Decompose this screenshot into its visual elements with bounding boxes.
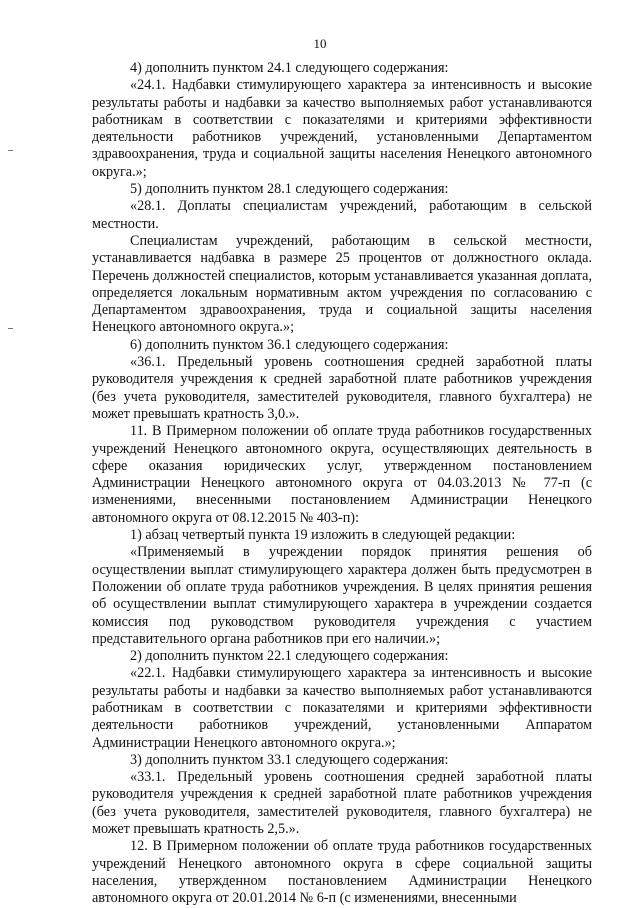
paragraph: 5) дополнить пунктом 28.1 следующего содержания: [130, 181, 449, 198]
paragraph: 4) дополнить пунктом 24.1 следующего содержания: [130, 60, 449, 76]
margin-mark [8, 328, 13, 329]
paragraph: «24.1. Надбавки стимулирующего характера за интенсивность и высокие результаты работы и надбавки за качество выполняемых работ устанавливаются работникам в соответствии с показателями и критериями эффективности деятельности работников учреждений, установленными Департаментом здравоохранения, труда и социальной защиты населения Ненецкого автономного округа.»; [92, 77, 592, 180]
paragraph: 2) дополнить пунктом 22.1 следующего содержания: [130, 648, 449, 665]
document-body [92, 60, 592, 908]
paragraph: «33.1. Предельный уровень соотношения средней заработной платы руководителя учреждения к средней заработной плате работников учреждения (без учета руководителя, заместителей руководителя, главного бухгалтера) не может превышать кратность 2,5.». [92, 769, 592, 838]
paragraph: «28.1. Доплаты специалистам учреждений, работающим в сельской местности. [92, 198, 592, 232]
margin-mark [8, 150, 13, 151]
paragraph: «22.1. Надбавки стимулирующего характера за интенсивность и высокие результаты работы и надбавки за качество выполняемых работ устанавливаются работникам в соответствии с показателями и критериями эффективности деятельности работников учреждений, установленными Аппаратом Администрации Ненецкого автономного округа.»; [92, 665, 592, 751]
paragraph: 6) дополнить пунктом 36.1 следующего содержания: [130, 336, 449, 353]
paragraph: 3) дополнить пунктом 33.1 следующего содержания: [130, 751, 449, 768]
page-number: 10 [313, 36, 327, 51]
paragraph: 1) абзац четвертый пункта 19 изложить в следующей редакции: [130, 527, 516, 544]
paragraph: Специалистам учреждений, работающим в сельской местности, устанавливается надбавка в размере 25 процентов от должностного оклада. Перечень должностей специалистов, которым устанавливается указанная доплата, определяется локальным нормативным актом учреждения по согласованию с Департаментом здравоохранения, труда и социальной защиты населения Ненецкого автономного округа.»; [92, 232, 592, 336]
paragraph: «36.1. Предельный уровень соотношения средней заработной платы руководителя учреждения к средней заработной плате работников учреждения (без учета руководителя, заместителей руководителя, главного бухгалтера) не может превышать кратность 3,0.». [92, 354, 592, 422]
paragraph: 12. В Примерном положении об оплате труда работников государственных учреждений Ненецкого автономного округа в сфере социальной защиты населения, утвержденном постановлением Администрации Ненецкого автономного округа от 20.01.2014 № 6-п (с изменениями, внесенными [92, 838, 592, 907]
paragraph: «Применяемый в учреждении порядок принятия решения об осуществлении выплат стимулирующего характера должен быть предусмотрен в Положении об оплате труда работников учреждения. В целях принятия решения об осуществлении выплат стимулирующего характера в учреждении создается комиссия под руководством руководителя учреждения с участием представительного органа работников при его наличии.»; [92, 544, 592, 647]
paragraph: 11. В Примерном положении об оплате труда работников государственных учреждений Ненецкого автономного округа, осуществляющих деятельность в сфере оказания юридических услуг, утвержденном постановлением Администрации Ненецкого автономного округа от 04.03.2013 № 77-п (с изменениями, внесенными постановлением Администрации Ненецкого автономного округа от 08.12.2015 № 403-п): [92, 423, 592, 526]
